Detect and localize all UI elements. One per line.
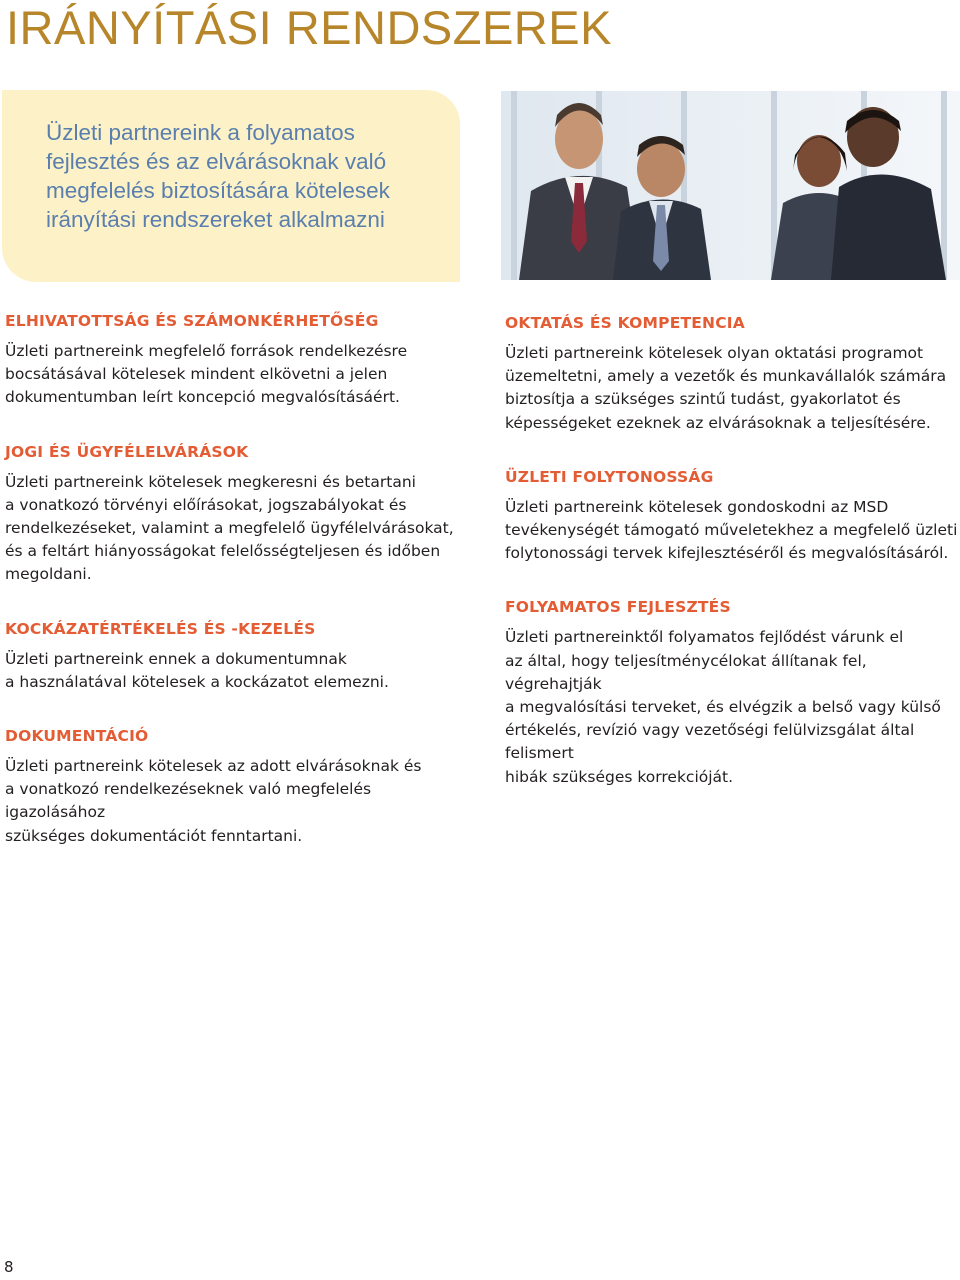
section-body: Üzleti partnereink kötelesek olyan oktatási programot üzemeltetni, amely a vezetők és munkavállalók számára biztosítja a szükséges szintű tudást, gyakorlatot és képességeket ezeknek az elvárásoknak a teljesítésére. [505,344,947,432]
right-column [505,312,960,789]
section-heading: KOCKÁZATÉRTÉKELÉS ÉS -KEZELÉS [5,619,316,638]
section-risk [5,618,460,694]
section-heading: OKTATÁS ÉS KOMPETENCIA [505,314,745,332]
section-body: Üzleti partnereinktől folyamatos fejlődést várunk el az által, hogy teljesítménycélokat állítanak fel, végrehajtják a megvalósítási terveket, és elvégzik a belső vagy külső értékelés, revízió vagy vezetőségi felülvizsgálat által felismert hibák szükséges korrekcióját. [505,628,941,786]
section-continuity [505,466,960,566]
left-column [5,310,460,848]
photo-illustration [501,91,960,280]
section-body: Üzleti partnereink megfelelő források rendelkezésre bocsátásával kötelesek mindent elkövetni a jelen dokumentumban leírt koncepció megvalósításáért. [5,342,408,407]
section-heading: FOLYAMATOS FEJLESZTÉS [505,598,731,617]
section-heading: DOKUMENTÁCIÓ [5,727,149,746]
section-body: Üzleti partnereink kötelesek az adott elvárásoknak és a vonatkozó rendelkezéseknek való megfelelés igazolásához szükséges dokumentációt fenntartani. [5,757,422,845]
business-people-photo [501,91,960,280]
intro-text: Üzleti partnereink a folyamatos fejlesztés és az elvárásoknak való megfelelés biztosítására kötelesek irányítási rendszereket alkalmazni [46,120,390,232]
section-commitment [5,310,460,410]
section-heading: ELHIVATOTTSÁG ÉS SZÁMONKÉRHETŐSÉG [5,312,379,330]
page-number: 8 [4,1258,14,1276]
section-heading: JOGI ÉS ÜGYFÉLELVÁRÁSOK [5,442,249,461]
section-legal [5,441,460,587]
section-body: Üzleti partnereink kötelesek megkeresni és betartani a vonatkozó törvényi előírásokat, jogszabályokat és rendelkezéseket, valamint a megfelelő ügyfélelvárásokat, és a feltárt hiányosságokat felelősségteljesen és időben megoldani. [5,472,454,584]
section-heading: ÜZLETI FOLYTONOSSÁG [505,467,714,486]
section-improvement [505,596,960,788]
section-body: Üzleti partnereink ennek a dokumentumnak a használatával kötelesek a kockázatot elemezni. [5,649,389,691]
page-title: IRÁNYÍTÁSI RENDSZEREK [6,1,612,54]
section-documentation [5,725,460,848]
section-training [505,312,960,435]
intro-callout [2,90,460,282]
section-body: Üzleti partnereink kötelesek gondoskodni az MSD tevékenységét támogató műveletekhez a megfelelő üzleti folytonossági tervek kifejlesztéséről és megvalósításáról. [505,497,958,563]
